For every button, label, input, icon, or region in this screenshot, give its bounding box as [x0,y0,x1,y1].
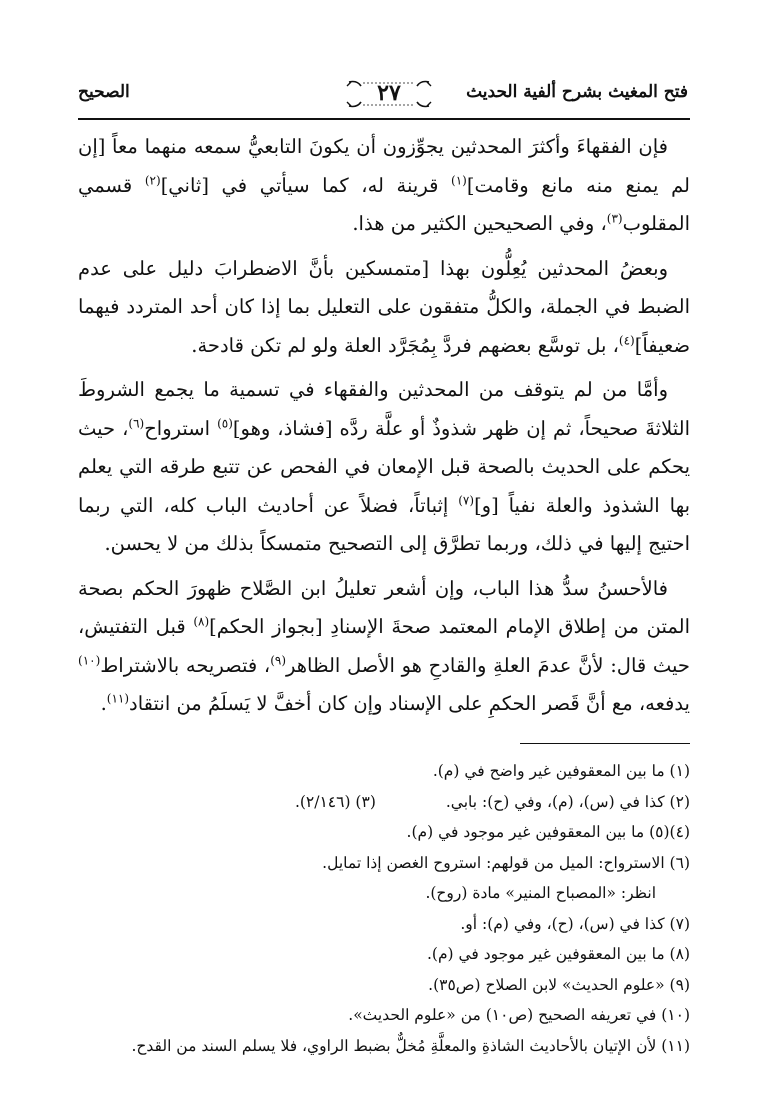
footnote-7: (٧) كذا في (س)، (ح)، وفي (م): أو. [460,914,690,933]
footnote-ref: (١١) [106,691,130,706]
footnote-8: (٨) ما بين المعقوفين غير موجود في (م). [426,945,690,963]
footnote-11: (١١) لأن الإتيان بالأحاديث الشاذةِ والمعلَّةِ مُخلٌّ بضبط الراوي، فلا يسلم السند من القدح. [131,1036,690,1055]
footnote-ref: (١٠) [78,653,101,667]
page-number-ornament [343,78,435,110]
page-number: ٢٧ [377,80,401,106]
footnote-9: (٩) «علوم الحديث» لابن الصلاح (ص٣٥). [428,975,690,994]
footnote-ref: (٥) [217,416,233,430]
section-title: الصحيح [78,82,130,102]
text-run: قسمي المقلوب [78,173,690,235]
footnote-10: (١٠) في تعريفه الصحيح (ص١٠) من «علوم الحديث». [348,1006,690,1024]
footnote-ref: (٦) [128,416,145,430]
text-run: إثباتاً، فضلاً عن أحاديث الباب كله، التي ربما احتيج إليها في ذلك، وربما تطرَّق إلى التصحيح متمسكاً بذلك من لا يحسن. [78,493,690,555]
footnote-ref: (٧) [458,493,475,507]
footnotes [78,756,690,1061]
footnote-6: (٦) الاسترواح: الميل من قولهم: استروح الغصن إذا تمايل. [322,853,690,872]
text-run: وبعضُ المحدثين يُعِلُّون بهذا [متمسكين بأنَّ الاضطرابَ دليل على عدم الضبط في الجملة، والكلُّ متفقون على التعليل بما إذا كان أحد المتردد فيهما ضعيفاً] [78,256,690,357]
footnote-ref: (٢) [144,173,161,187]
text-run: استرواح [144,416,218,440]
text-run: ، حيث يحكم على الحديث بالصحة قبل الإمعان في الفحص عن تتبع طرقه التي يعلم بها الشذوذ والعلة نفياً [و] [78,416,690,517]
header-rule [78,118,690,120]
footnote-ref: (٤) [618,333,635,347]
footnote-4-5: (٤)(٥) ما بين المعقوفين غير موجود في (م). [406,823,690,841]
text-run: يدفعه، مع أنَّ قَصر الحكمِ على الإسناد وإن كان أخفَّ لا يَسلَمُ من انتقاد [129,692,690,715]
paragraph-3 [78,371,690,564]
footnote-separator [520,743,690,744]
footnote-6-continued: انظر: «المصباح المنير» مادة (روح). [425,884,656,902]
paragraph-2 [78,250,690,366]
text-run: ، بل توسَّع بعضهم فردَّ بِمُجَرَّد العلة ولو لم تكن قادحة. [191,333,619,357]
main-text [78,128,690,730]
footnote-ref: (٩) [270,653,287,667]
running-header [78,78,688,114]
text-run: وأمَّا من لم يتوقف من المحدثين والفقهاء في تسمية ما يجمع الشروطَ الثلاثةَ صحيحاً، ثم إن ظهر شذوذٌ أو علَّة ردَّه [فشاذ، وهو] [78,378,690,440]
text-run: . [100,692,107,715]
footnote-ref: (٣) [606,211,623,226]
footnote-ref: (١) [451,173,467,187]
text-run: قبل التفتيش، حيث قال: لأنَّ عدمَ العلةِ والقادحِ هو الأصل الظاهر [78,615,690,677]
text-run: فإن الفقهاءَ وأكثرَ المحدثين يجوِّزون أن يكونَ التابعيُّ سمعه منهما معاً [إن لم يمنع منه مانع وقامت] [78,135,690,197]
footnote-2-3 [78,787,690,818]
text-run: فالأحسنُ سدُّ هذا الباب، وإن أشعر تعليلُ ابن الصَّلاح ظهورَ الحكم بصحة المتن من إطلاق الإمام المعتمد صحةَ الإسنادِ [بجواز الحكم] [78,576,690,638]
footnote-ref: (٨) [193,614,210,629]
paragraph-1 [78,128,690,244]
text-run: قرينة له، كما سيأتي في [ثاني] [160,173,452,197]
footnote-3: (٣) (٢/١٤٦). [294,792,376,811]
footnote-2: (٢) كذا في (س)، (م)، وفي (ح): بابي. [445,792,690,811]
footnote-1: (١) ما بين المعقوفين غير واضح في (م). [432,762,690,780]
text-run: ، وفي الصحيحين الكثير من هذا. [352,212,607,235]
book-title: فتح المغيث بشرح ألفية الحديث [466,82,688,102]
paragraph-4 [78,570,690,724]
text-run: ، فتصريحه بالاشتراط [100,653,271,677]
